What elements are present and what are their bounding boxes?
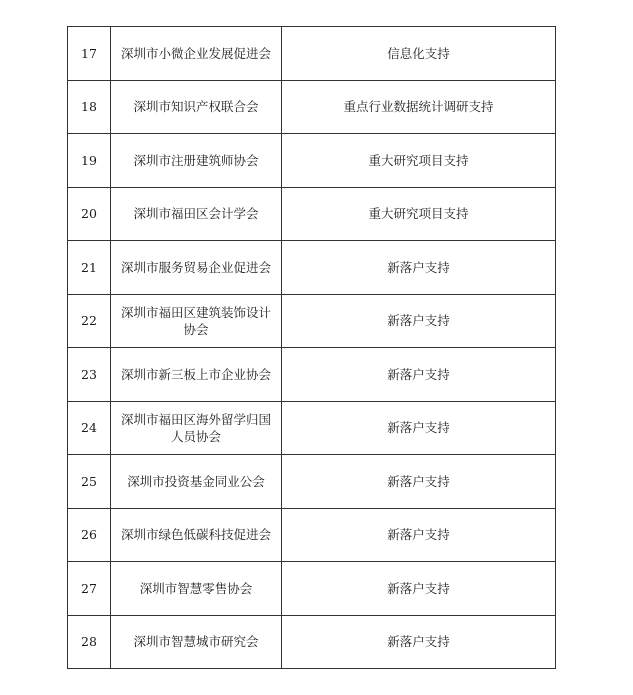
table-row [68,134,556,188]
support-item: 新落户支持 [282,348,556,402]
table-row [68,80,556,134]
organization-name-text: 深圳市智慧零售协会 [139,580,253,596]
table-row [68,562,556,616]
table-row [68,455,556,509]
table-row [68,294,556,348]
organization-name [111,27,282,81]
organization-name-text: 深圳市投资基金同业公会 [127,473,265,489]
row-number: 27 [68,562,111,616]
organization-name-text: 深圳市福田区海外留学归国人员协会 [120,411,271,444]
row-number: 21 [68,241,111,295]
table-row [68,241,556,295]
organization-name [111,294,282,348]
row-number: 26 [68,508,111,562]
organization-name [111,187,282,241]
row-number: 19 [68,134,111,188]
support-item: 新落户支持 [282,294,556,348]
organization-name-text: 深圳市注册建筑师协会 [133,152,259,168]
table-row [68,401,556,455]
support-item: 新落户支持 [282,508,556,562]
support-item: 新落户支持 [282,401,556,455]
support-item: 新落户支持 [282,241,556,295]
organization-name [111,241,282,295]
row-number: 28 [68,615,111,669]
organization-name-text: 深圳市福田区会计学会 [133,206,259,222]
row-number: 18 [68,80,111,134]
support-item: 新落户支持 [282,562,556,616]
table-row [68,27,556,81]
organization-name-text: 深圳市绿色低碳科技促进会 [120,527,271,543]
row-number: 23 [68,348,111,402]
organization-name-text: 深圳市服务贸易企业促进会 [120,259,271,275]
support-item: 重大研究项目支持 [282,187,556,241]
row-number: 17 [68,27,111,81]
organization-name-text: 深圳市小微企业发展促进会 [120,45,271,61]
organization-name [111,80,282,134]
organization-name [111,455,282,509]
organization-name [111,348,282,402]
organization-name [111,615,282,669]
support-item: 重大研究项目支持 [282,134,556,188]
support-item: 重点行业数据统计调研支持 [282,80,556,134]
organization-name [111,562,282,616]
organization-name-text: 深圳市福田区建筑装饰设计协会 [120,304,271,337]
row-number: 22 [68,294,111,348]
table-row [68,348,556,402]
organization-name-text: 深圳市智慧城市研究会 [133,634,259,650]
organization-name-text: 深圳市知识产权联合会 [133,99,259,115]
table-row [68,187,556,241]
organization-name [111,401,282,455]
row-number: 20 [68,187,111,241]
organization-name-text: 深圳市新三板上市企业协会 [120,366,271,382]
organization-name [111,508,282,562]
support-item: 新落户支持 [282,455,556,509]
row-number: 24 [68,401,111,455]
support-item: 信息化支持 [282,27,556,81]
table-row [68,615,556,669]
row-number: 25 [68,455,111,509]
organization-name [111,134,282,188]
support-item: 新落户支持 [282,615,556,669]
table-body [68,27,556,669]
table-row [68,508,556,562]
support-list-table [67,26,556,669]
